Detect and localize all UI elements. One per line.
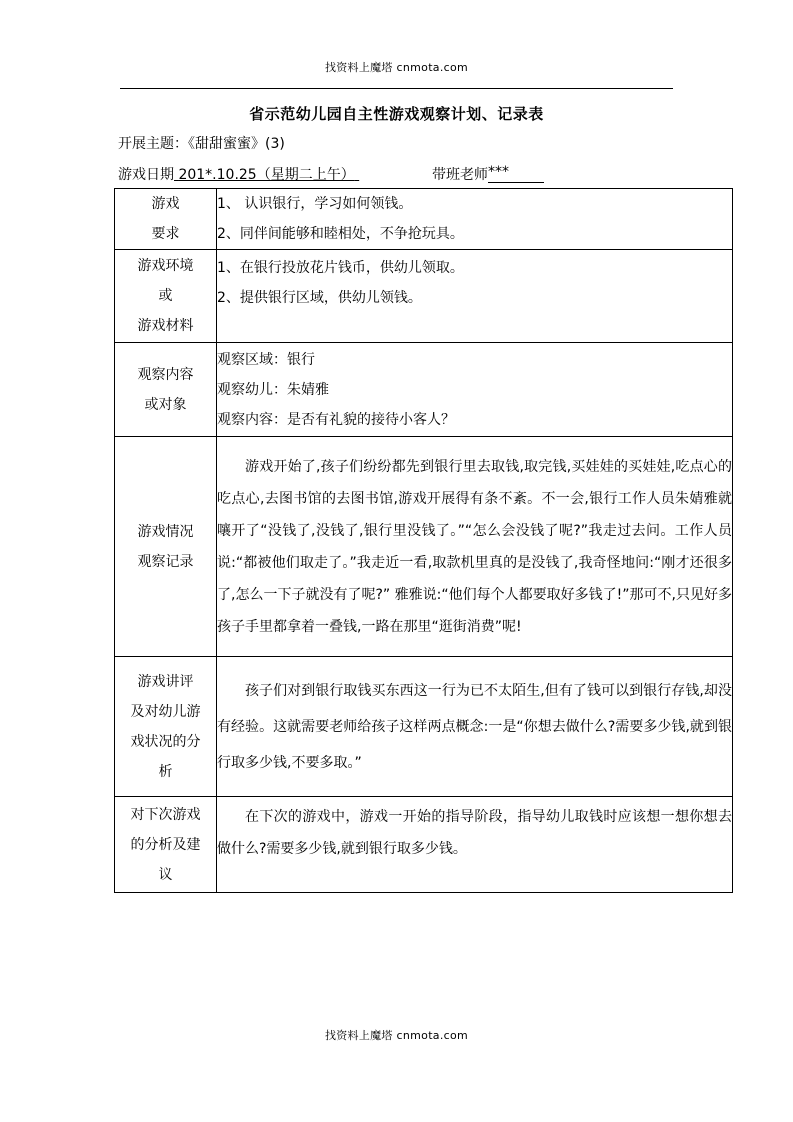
date-value: 201*.10.25（星期二上午）	[178, 167, 355, 183]
row-content-materials: 1、在银行投放花片钱币，供幼儿领取。 2、提供银行区域，供幼儿领钱。	[217, 250, 733, 343]
date-label: 游戏日期	[118, 167, 174, 183]
row-label-observation-record: 游戏情况 观察记录	[115, 437, 217, 657]
row-label-evaluation: 游戏讲评 及对幼儿游 戏状况的分 析	[115, 657, 217, 797]
row-label-materials: 游戏环境 或 游戏材料	[115, 250, 217, 343]
theme-line	[118, 133, 285, 153]
table-row-observation-target	[115, 343, 733, 437]
teacher-label: 带班老师	[432, 167, 488, 183]
theme-value: 《甜甜蜜蜜》(3)	[188, 136, 285, 152]
teacher-value: ***	[488, 164, 544, 183]
table-row-observation-record	[115, 437, 733, 657]
row-content-observation-target: 观察区域：银行 观察幼儿：朱婧雅 观察内容：是否有礼貌的接待小客人？	[217, 343, 733, 437]
row-label-next-suggestions: 对下次游戏 的分析及建 议	[115, 797, 217, 893]
observation-record-table	[114, 188, 733, 893]
footer-site-text: 找资料上魔塔 cnmota.com	[324, 1029, 469, 1042]
row-content-next-suggestions: 在下次的游戏中，游戏一开始的指导阶段，指导幼儿取钱时应该想一想你想去做什么?需要多少钱,就到银行取多少钱。	[217, 797, 733, 893]
row-label-observation-target: 观察内容 或对象	[115, 343, 217, 437]
date-line	[118, 164, 509, 184]
row-content-observation-record: 游戏开始了,孩子们纷纷都先到银行里去取钱,取完钱,买娃娃的买娃娃,吃点心的吃点心,去图书馆的去图书馆,游戏开展得有条不紊。不一会,银行工作人员朱婧雅就嚷开了“没钱了,没钱了,银行里没钱了。”“怎么会没钱了呢?”我走过去问。工作人员说:“都被他们取走了。”我走近一看,取款机里真的是没钱了,我奇怪地问:“刚才还很多了,怎么一下子就没有了呢?” 雅雅说:“他们每个人都要取好多钱了!”那可不,只见好多孩子手里都拿着一叠钱,一路在那里“逛街消费”呢!	[217, 437, 733, 657]
header-site-text: 找资料上魔塔 cnmota.com	[324, 61, 469, 74]
header-divider	[120, 88, 673, 89]
theme-label: 开展主题：	[118, 136, 188, 152]
table-row-requirements	[115, 189, 733, 250]
row-label-requirements: 游戏 要求	[115, 189, 217, 250]
row-content-evaluation: 孩子们对到银行取钱买东西这一行为已不太陌生,但有了钱可以到银行存钱,却没有经验。这就需要老师给孩子这样两点概念:一是“你想去做什么?需要多少钱,就到银行取多少钱,不要多取。”	[217, 657, 733, 797]
row-content-requirements: 1、 认识银行，学习如何领钱。 2、同伴间能够和睦相处，不争抢玩具。	[217, 189, 733, 250]
table-row-next-suggestions	[115, 797, 733, 893]
document-title: 省示范幼儿园自主性游戏观察计划、记录表	[249, 105, 544, 123]
table-row-materials	[115, 250, 733, 343]
table-row-evaluation	[115, 657, 733, 797]
